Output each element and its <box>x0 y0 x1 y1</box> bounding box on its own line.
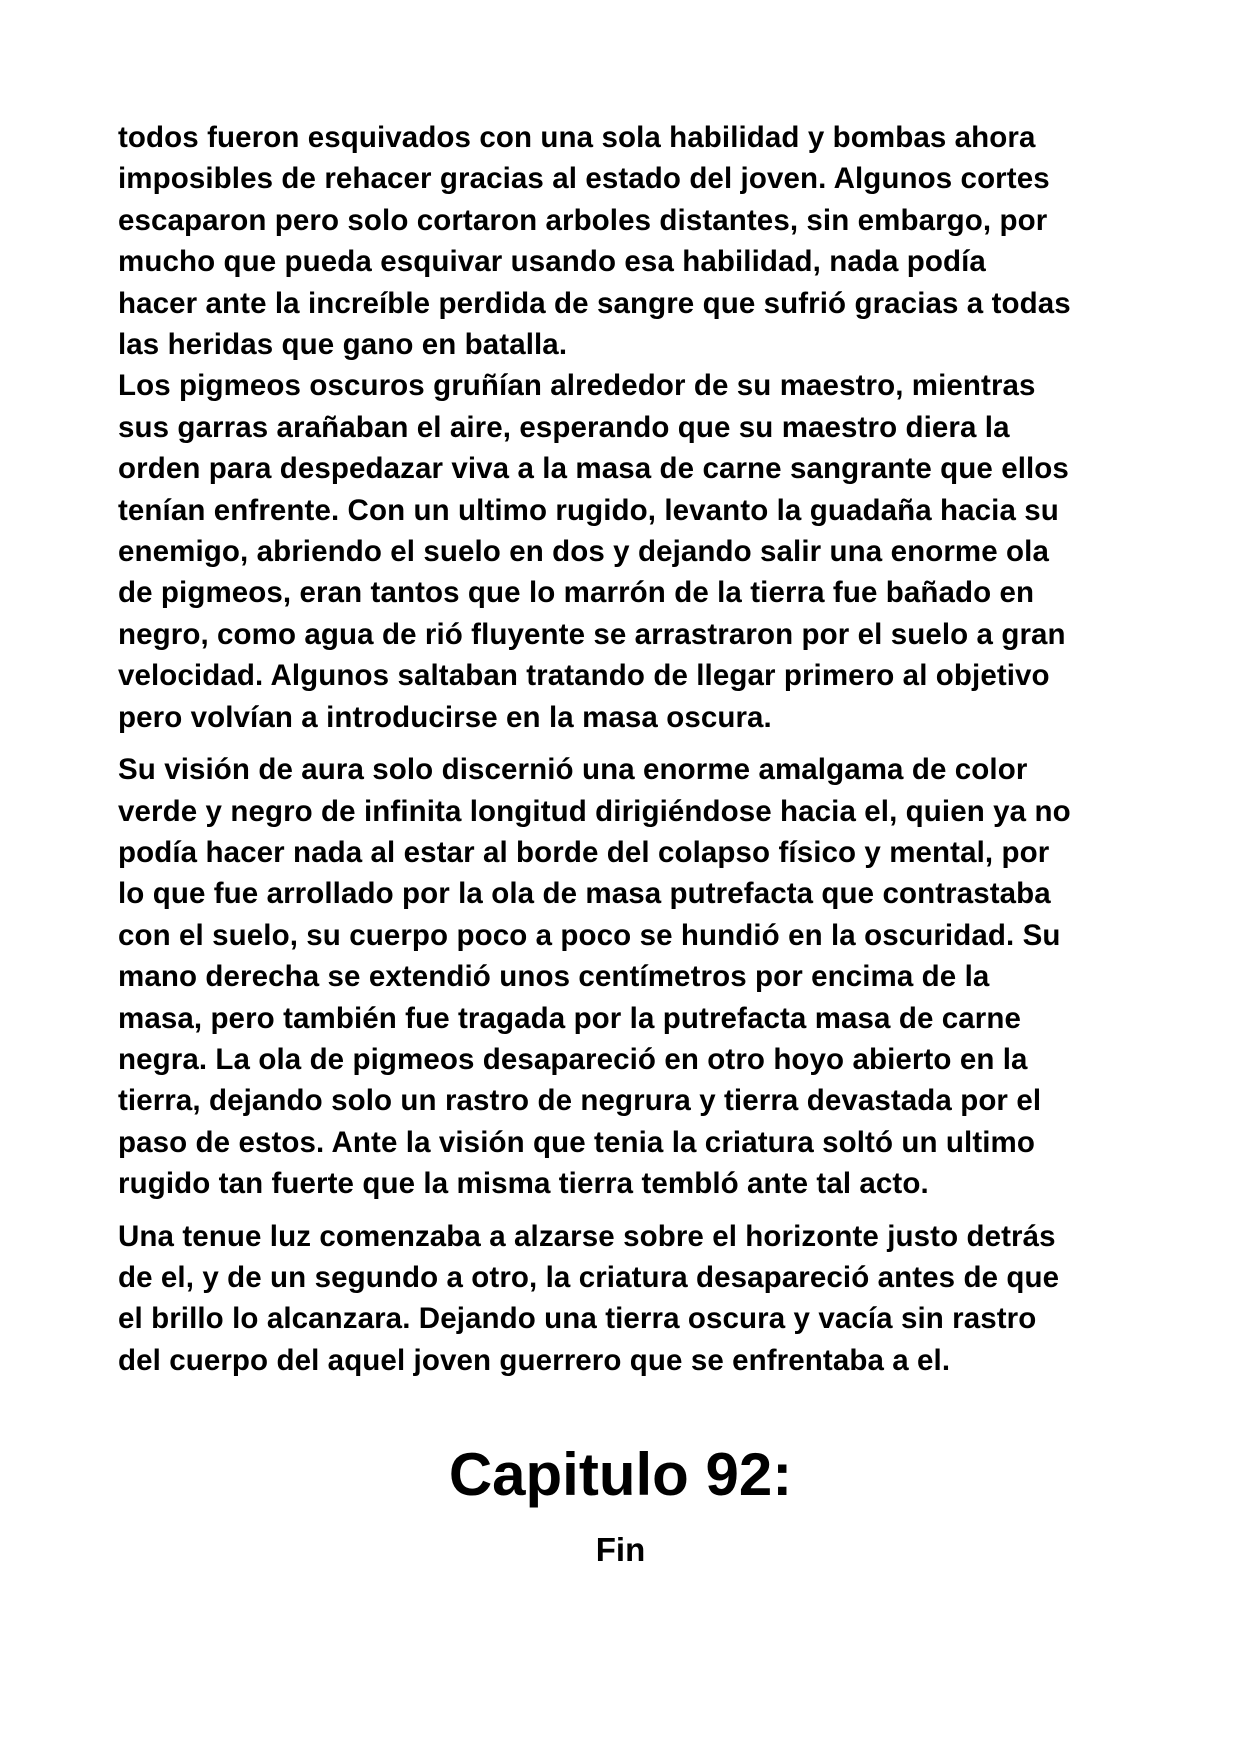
paragraph <box>118 1216 1128 1382</box>
text-line: podía hacer nada al estar al borde del colapso físico y mental, por <box>118 835 1050 869</box>
chapter-title: Capitulo 92: <box>448 1441 793 1508</box>
paragraph <box>118 117 1128 365</box>
paragraph <box>118 749 1128 1204</box>
text-line: mucho que pueda esquivar usando esa habilidad, nada podía <box>118 245 986 279</box>
text-line: hacer ante la increíble perdida de sangre que sufrió gracias a todas <box>118 286 1071 320</box>
text-line: tierra, dejando solo un rastro de negrura y tierra devastada por el <box>118 1084 1042 1118</box>
text-line: las heridas que gano en batalla. <box>118 328 568 362</box>
text-line: todos fueron esquivados con una sola habilidad y bombas ahora <box>118 121 1036 154</box>
text-line: escaparon pero solo cortaron arboles distantes, sin embargo, por <box>118 203 1048 237</box>
text-line: Los pigmeos oscuros gruñían alrededor de su maestro, mientras <box>118 369 1036 403</box>
text-line: paso de estos. Ante la visión que tenia la criatura soltó un ultimo <box>118 1125 1036 1159</box>
text-line: sus garras arañaban el aire, esperando que su maestro diera la <box>118 410 1010 444</box>
text-line: tenían enfrente. Con un ultimo rugido, levanto la guadaña hacia su <box>118 493 1059 527</box>
text-line: Una tenue luz comenzaba a alzarse sobre el horizonte justo detrás <box>118 1219 1056 1253</box>
chapter-subtitle: Fin <box>595 1531 646 1568</box>
text-line: Su visión de aura solo discernió una enorme amalgama de color <box>118 753 1028 787</box>
paragraph <box>118 365 1128 738</box>
text-line: mano derecha se extendió unos centímetros por encima de la <box>118 960 990 994</box>
text-line: del cuerpo del aquel joven guerrero que se enfrentaba a el. <box>118 1343 951 1377</box>
text-line: verde y negro de infinita longitud dirigiéndose hacia el, quien ya no <box>118 794 1071 828</box>
text-line: lo que fue arrollado por la ola de masa putrefacta que contrastaba <box>118 877 1051 911</box>
chapter-body <box>118 117 1128 1381</box>
text-line: velocidad. Algunos saltaban tratando de llegar primero al objetivo <box>118 659 1050 693</box>
text-line: masa, pero también fue tragada por la putrefacta masa de carne <box>118 1001 1021 1035</box>
paragraph-spacer <box>118 738 1128 749</box>
text-line: negro, como agua de rió fluyente se arrastraron por el suelo a gran <box>118 617 1066 651</box>
text-line: enemigo, abriendo el suelo en dos y dejando salir una enorme ola <box>118 535 1049 569</box>
text-line: imposibles de rehacer gracias al estado del joven. Algunos cortes <box>118 162 1050 196</box>
text-line: rugido tan fuerte que la misma tierra tembló ante tal acto. <box>118 1167 929 1201</box>
text-line: de pigmeos, eran tantos que lo marrón de la tierra fue bañado en <box>118 576 1035 610</box>
text-line: pero volvían a introducirse en la masa oscura. <box>118 700 772 734</box>
paragraph-spacer <box>118 1205 1128 1216</box>
text-line: el brillo lo alcanzara. Dejando una tierra oscura y vacía sin rastro <box>118 1302 1037 1336</box>
text-line: con el suelo, su cuerpo poco a poco se hundió en la oscuridad. Su <box>118 918 1061 952</box>
text-line: de el, y de un segundo a otro, la criatura desapareció antes de que <box>118 1260 1060 1294</box>
text-line: orden para despedazar viva a la masa de carne sangrante que ellos <box>118 452 1069 486</box>
text-line: negra. La ola de pigmeos desapareció en otro hoyo abierto en la <box>118 1042 1028 1076</box>
